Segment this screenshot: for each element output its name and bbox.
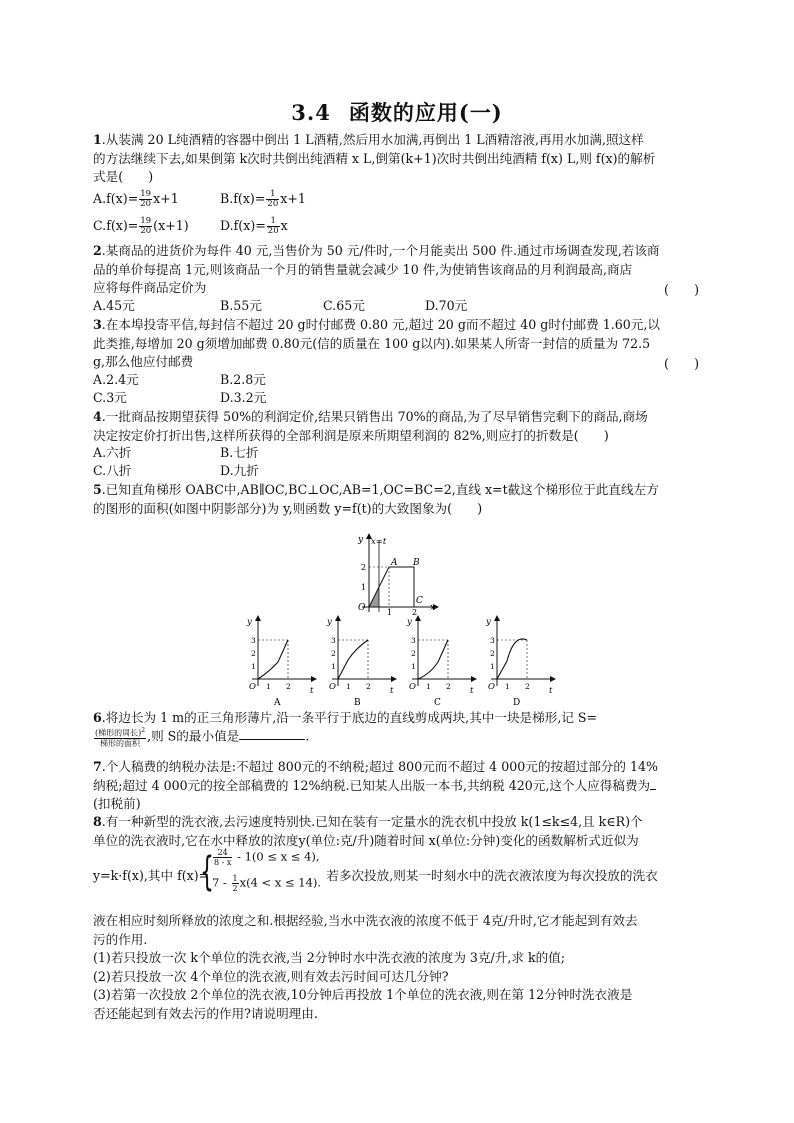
y-axis-arrow — [415, 615, 421, 621]
graph-option-label: D — [513, 698, 521, 708]
q3-stem: 3.在本埠投寄平信,每封信不超过 20 g时付邮费 0.80 元,超过 20 g而不超过 40 g时付邮费 1.60元,以 此类推,每增加 20 g须增加邮费 0.80元(信的质量在 100 g以内).如果某人所寄一封信的质量为 72.5 g,那么他应付邮费 — [93, 317, 660, 370]
fig-point-c: C — [416, 596, 423, 606]
graph-tick-y1: 1 — [331, 662, 336, 671]
graph-tick-x1: 1 — [426, 682, 431, 691]
graph-t-label: t — [390, 686, 394, 696]
option-graph-a[interactable] — [238, 614, 320, 709]
page-title — [0, 97, 794, 127]
graph-tick-x2: 2 — [366, 682, 371, 691]
graph-t-label: t — [310, 686, 314, 696]
q4-option-c[interactable]: C.八折 — [93, 463, 132, 478]
section-number: 3.4 — [291, 100, 331, 125]
q1-option-b[interactable]: B.f(x)= $\frac{1}{20}$ x+1 — [220, 189, 306, 209]
q5-stem: 5.已知直角梯形 OABC中,AB∥OC,BC⊥OC,AB=1,OC=BC=2,直线 x=t截这个梯形位于此直线左方 的图形的面积(如图中阴影部分)为 y,则函数 y=f(t)的大致图象为( ) — [93, 482, 659, 516]
function-curve — [338, 640, 368, 679]
graph-tick-y2: 2 — [490, 649, 495, 658]
fig-line-label: x=t — [371, 537, 387, 547]
q1-stem: 1.从装满 20 L纯酒精的容器中倒出 1 L酒精,然后用水加满,再倒出 1 L酒精溶液,再用水加满,照这样 的方法继续下去,如果倒第 k次时共倒出纯酒精 x L,倒第(k+1)次时共倒出纯酒精 f(x) L,则 f(x)的解析 式是( ) — [93, 132, 656, 185]
q2-option-d[interactable]: D.70元 — [425, 298, 468, 313]
q7-answer-blank[interactable] — [650, 777, 656, 790]
graph-y-label: y — [486, 617, 491, 627]
q3-option-b[interactable]: B.2.8元 — [220, 372, 266, 387]
q6-fraction-line: $\frac{(梯形的周长)^2}{\text{梯形的面积}}$ ,则 S的最小值是 . — [95, 727, 310, 748]
q4-option-b[interactable]: B.七折 — [220, 445, 259, 460]
graph-tick-y2: 2 — [331, 649, 336, 658]
q1-option-a[interactable]: A.f(x)= $\frac{19}{20}$ x+1 — [93, 189, 179, 209]
q4-option-a[interactable]: A.六折 — [93, 445, 132, 460]
graph-t-label: t — [549, 686, 553, 696]
fig-tick-x2: 2 — [412, 608, 418, 616]
q3-option-c[interactable]: C.3元 — [93, 390, 127, 405]
graph-y-label: y — [407, 617, 412, 627]
graph-tick-x2: 2 — [286, 682, 291, 691]
graph-origin: O — [249, 682, 256, 692]
q7-stem: 7.个人稿费的纳税办法是:不超过 800元的不纳税;超过 800元而不超过 4 000元的按超过部分的 14% 纳税;超过 4 000元的按全部稿费的 12%纳税.已知某人出版一本书,共纳税 420元,这个人应得稿费为 (扣税前) — [93, 759, 658, 812]
fig-y-label: y — [358, 535, 364, 545]
graph-option-label: C — [434, 698, 441, 708]
fig-point-a: A — [391, 558, 398, 568]
graph-tick-x2: 2 — [446, 682, 451, 691]
q2-option-c[interactable]: C.65元 — [323, 298, 365, 313]
graph-tick-x1: 1 — [266, 682, 271, 691]
q2-answer-paren[interactable]: ( ) — [663, 282, 699, 297]
q3-option-d[interactable]: D.3.2元 — [220, 390, 267, 405]
graph-origin: O — [409, 682, 416, 692]
graph-option-label: A — [274, 698, 281, 708]
graph-tick-y2: 2 — [251, 649, 256, 658]
x-axis-arrow — [550, 676, 556, 682]
trapezoid-figure — [350, 530, 450, 616]
graph-tick-x1: 1 — [346, 682, 351, 691]
option-graph-d[interactable] — [477, 614, 559, 709]
graph-tick-y2: 2 — [411, 649, 416, 658]
function-curve — [497, 639, 527, 679]
graph-tick-y1: 1 — [490, 662, 495, 671]
graph-origin: O — [488, 682, 495, 692]
q2-option-b[interactable]: B.55元 — [220, 298, 262, 313]
graph-tick-y1: 1 — [411, 662, 416, 671]
graph-tick-x2: 2 — [525, 682, 530, 691]
q3-option-a[interactable]: A.2.4元 — [93, 372, 139, 387]
x-axis-arrow — [391, 676, 397, 682]
q2-option-a[interactable]: A.45元 — [93, 298, 135, 313]
q1-option-c[interactable]: C.f(x)= $\frac{19}{20}$ (x+1) — [93, 216, 189, 236]
graph-tick-y3: 3 — [331, 636, 336, 645]
q4-stem: 4.一批商品按期望获得 50%的利润定价,结果只销售出 70%的商品,为了尽早销售完剩下的商品,商场 决定按定价打折出售,这样所获得的全部利润是原来所期望利润的 82%,则应打的折数是( ) — [93, 409, 648, 443]
fig-origin: O — [358, 603, 366, 613]
q1-option-d[interactable]: D.f(x)= $\frac{1}{20}$ x — [220, 216, 288, 236]
graph-tick-x1: 1 — [505, 682, 510, 691]
graph-y-label: y — [327, 617, 332, 627]
graph-y-label: y — [247, 617, 252, 627]
option-graph-c[interactable] — [398, 614, 480, 709]
q8-stem-cont: 液在相应时刻所释放的浓度之和.根据经验,当水中洗衣液的浓度不低于 4克/升时,它才能起到有效去 污的作用. (1)若只投放一次 k个单位的洗衣液,当 2分钟时水中洗衣液的浓度为 3克/升,求 k的值; (2)若只投放一次 4个单位的洗衣液,则有效去污时间可达几分钟? (3)若第一次投放 2个单位的洗衣液,10分钟后再投放 1个单位的洗衣液,则在第 12分钟时洗衣液是 否还能起到有效去污的作用?请说明理由. — [93, 913, 638, 1021]
q8-subquestion-1: (1)若只投放一次 k个单位的洗衣液,当 2分钟时水中洗衣液的浓度为 3克/升,求 k的值; — [93, 950, 566, 966]
function-curve — [418, 640, 448, 679]
graph-origin: O — [329, 682, 336, 692]
fig-tick-x1: 1 — [387, 608, 393, 616]
q8-stem: 8.有一种新型的洗衣液,去污速度特别快.已知在装有一定量水的洗衣机中投放 k(1≤k≤4,且 k∈R)个 单位的洗衣液时,它在水中释放的浓度y(单位:克/升)随着时间 x(单位:分钟)变化的函数解析式近似为 — [93, 814, 643, 848]
graph-tick-y3: 3 — [411, 636, 416, 645]
q4-option-d[interactable]: D.九折 — [220, 463, 259, 478]
graph-option-label: B — [354, 698, 361, 708]
section-title: 函数的应用(一) — [348, 100, 503, 125]
fig-x-label: x — [430, 603, 436, 613]
fig-point-b: B — [413, 558, 420, 568]
q8-subquestion-2: (2)若只投放一次 4个单位的洗衣液,则有效去污时间可达几分钟? — [93, 968, 449, 984]
graph-t-label: t — [470, 686, 474, 696]
function-curve — [258, 640, 288, 679]
graph-tick-y3: 3 — [251, 636, 256, 645]
graph-tick-y3: 3 — [490, 636, 495, 645]
q2-stem: 2.某商品的进货价为每件 40 元,当售价为 50 元/件时,一个月能卖出 500 件.通过市场调查发现,若该商 品的单价每提高 1元,则该商品一个月的销售量就会减少 10 件,为使销售该商品的月利润最高,商店 应将每件商品定价为 — [93, 243, 660, 296]
x-axis-arrow — [311, 676, 317, 682]
fig-tick-y2: 2 — [361, 563, 367, 572]
q8-formula-line: y=k·f(x),其中 f(x)= 若多次投放,则某一时刻水中的洗衣液浓度为每次投放的洗衣 — [93, 868, 658, 883]
q6-answer-blank[interactable] — [239, 727, 305, 740]
q6-stem: 6.将边长为 1 m的正三角形薄片,沿一条平行于底边的直线剪成两块,其中一块是梯形,记 S= — [93, 710, 598, 725]
graph-tick-y1: 1 — [251, 662, 256, 671]
y-axis-arrow — [335, 615, 341, 621]
q8-subquestion-3: (3)若第一次投放 2个单位的洗衣液,10分钟后再投放 1个单位的洗衣液,则在第 12分钟时洗衣液是 — [93, 987, 633, 1003]
y-axis-arrow — [255, 615, 261, 621]
y-axis-arrow — [494, 615, 500, 621]
fig-tick-y1: 1 — [361, 583, 367, 592]
option-graph-b[interactable] — [318, 614, 400, 709]
q3-answer-paren[interactable]: ( ) — [663, 356, 699, 371]
